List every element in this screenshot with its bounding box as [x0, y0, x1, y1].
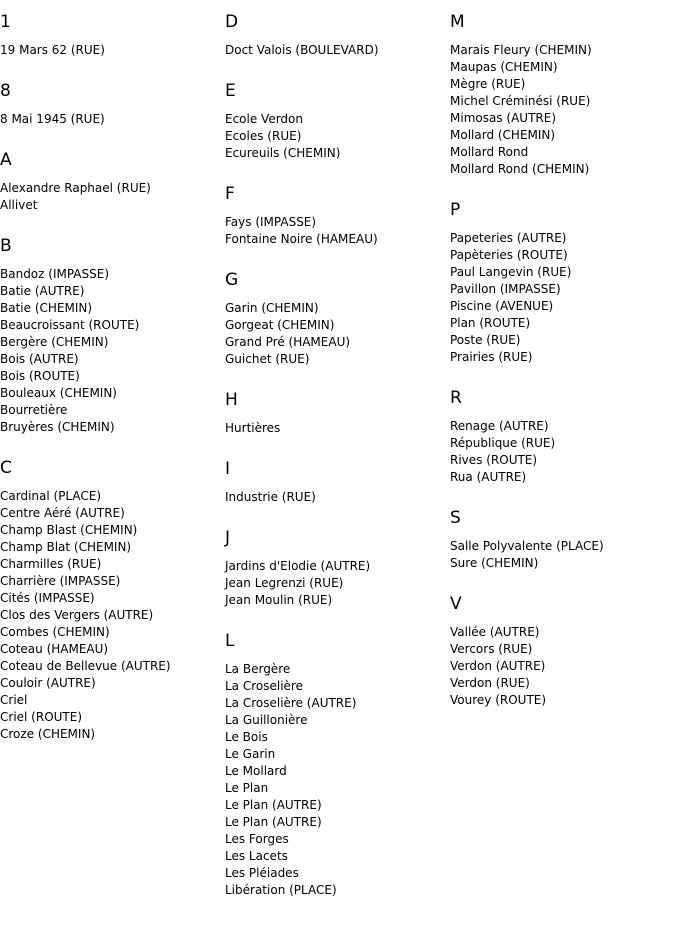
street-name: Michel Créminési (RUE)	[450, 94, 591, 108]
street-name: Libération (PLACE)	[225, 883, 337, 897]
letter-section	[225, 447, 450, 516]
letter-section	[225, 69, 450, 172]
street-name: Bois (ROUTE)	[0, 369, 80, 383]
street-name: Beaucroissant (ROUTE)	[0, 318, 140, 332]
section-letter-heading: A	[0, 150, 12, 170]
section-spacer	[450, 709, 675, 719]
street-name: Sure (CHEMIN)	[450, 556, 539, 570]
street-name: Les Forges	[225, 832, 289, 846]
street-name: Le Garin	[225, 747, 276, 761]
letter-section	[225, 0, 450, 69]
street-name: Batie (AUTRE)	[0, 284, 85, 298]
section-spacer	[225, 437, 450, 447]
street-name: Bergère (CHEMIN)	[0, 335, 109, 349]
street-name: Criel (ROUTE)	[0, 710, 83, 724]
street-name: Plan (ROUTE)	[450, 316, 531, 330]
street-name: Les Lacets	[225, 849, 288, 863]
street-name: Criel	[0, 693, 28, 707]
section-spacer	[450, 366, 675, 376]
letter-section	[225, 258, 450, 378]
street-name: Coteau de Bellevue (AUTRE)	[0, 659, 171, 673]
section-letter-heading: B	[0, 236, 12, 256]
section-spacer	[0, 59, 225, 69]
street-name: Batie (CHEMIN)	[0, 301, 93, 315]
section-letter-heading: R	[450, 388, 462, 408]
street-name: Le Plan (AUTRE)	[225, 798, 322, 812]
letter-section	[225, 619, 450, 909]
street-name: Verdon (RUE)	[450, 676, 530, 690]
street-name: La Bergère	[225, 662, 291, 676]
street-name: Champ Blat (CHEMIN)	[0, 540, 132, 554]
street-name: Charmilles (RUE)	[0, 557, 102, 571]
section-spacer	[450, 572, 675, 582]
street-name: Mègre (RUE)	[450, 77, 526, 91]
street-name: Fontaine Noire (HAMEAU)	[225, 232, 378, 246]
street-name: Jean Moulin (RUE)	[225, 593, 333, 607]
street-name: Pavillon (IMPASSE)	[450, 282, 561, 296]
street-name: Mimosas (AUTRE)	[450, 111, 556, 125]
letter-section	[0, 0, 225, 69]
street-name: Ecoles (RUE)	[225, 129, 302, 143]
street-name: Bruyères (CHEMIN)	[0, 420, 115, 434]
street-name: Industrie (RUE)	[225, 490, 316, 504]
street-name: 19 Mars 62 (RUE)	[0, 43, 105, 57]
section-letter-heading: 1	[0, 12, 11, 32]
street-name: Charrière (IMPASSE)	[0, 574, 121, 588]
street-name: Les Pléiades	[225, 866, 299, 880]
street-index-column-1	[0, 0, 225, 753]
street-name: Doct Valois (BOULEVARD)	[225, 43, 379, 57]
section-letter-heading: D	[225, 12, 239, 32]
section-letter-heading: J	[225, 528, 231, 548]
street-name: Vourey (ROUTE)	[450, 693, 547, 707]
street-name: Le Plan	[225, 781, 269, 795]
street-name: Bois (AUTRE)	[0, 352, 79, 366]
street-name: Gorgeat (CHEMIN)	[225, 318, 335, 332]
street-name: Hurtières	[225, 421, 281, 435]
section-spacer	[225, 368, 450, 378]
street-index-column-2	[225, 0, 450, 909]
section-spacer	[0, 436, 225, 446]
street-name: Marais Fleury (CHEMIN)	[450, 43, 592, 57]
street-name: Centre Aéré (AUTRE)	[0, 506, 125, 520]
street-name: Rua (AUTRE)	[450, 470, 527, 484]
street-name: Combes (CHEMIN)	[0, 625, 110, 639]
street-name: La Croselière (AUTRE)	[225, 696, 357, 710]
street-name: Ecureuils (CHEMIN)	[225, 146, 341, 160]
street-name: Mollard Rond	[450, 145, 529, 159]
street-name: Vercors (RUE)	[450, 642, 533, 656]
section-letter-heading: C	[0, 458, 12, 478]
street-name: La Croselière	[225, 679, 303, 693]
letter-section	[0, 224, 225, 446]
letter-section	[0, 138, 225, 224]
street-name: Clos des Vergers (AUTRE)	[0, 608, 154, 622]
section-letter-heading: L	[225, 631, 235, 651]
street-name: Bouleaux (CHEMIN)	[0, 386, 117, 400]
letter-section	[0, 446, 225, 753]
section-spacer	[225, 162, 450, 172]
street-name: Le Mollard	[225, 764, 287, 778]
letter-section	[450, 376, 675, 496]
street-name: Fays (IMPASSE)	[225, 215, 317, 229]
section-letter-heading: I	[225, 459, 231, 479]
street-name: Ecole Verdon	[225, 112, 303, 126]
letter-section	[450, 188, 675, 376]
street-name: Bandoz (IMPASSE)	[0, 267, 110, 281]
section-letter-heading: P	[450, 200, 461, 220]
street-name: Papeteries (AUTRE)	[450, 231, 567, 245]
street-name: Mollard Rond (CHEMIN)	[450, 162, 590, 176]
section-letter-heading: M	[450, 12, 465, 32]
section-letter-heading: H	[225, 390, 238, 410]
street-name: Salle Polyvalente (PLACE)	[450, 539, 604, 553]
street-name: Le Bois	[225, 730, 268, 744]
street-name: Allivet	[0, 198, 38, 212]
street-name: Cardinal (PLACE)	[0, 489, 102, 503]
street-name: Jean Legrenzi (RUE)	[225, 576, 344, 590]
section-spacer	[0, 128, 225, 138]
street-name: Piscine (AVENUE)	[450, 299, 554, 313]
section-spacer	[450, 178, 675, 188]
section-letter-heading: V	[450, 594, 462, 614]
street-name: Coteau (HAMEAU)	[0, 642, 109, 656]
street-name: Maupas (CHEMIN)	[450, 60, 558, 74]
letter-section	[225, 378, 450, 447]
street-name: Grand Pré (HAMEAU)	[225, 335, 351, 349]
section-spacer	[450, 486, 675, 496]
street-index-column-3	[450, 0, 675, 719]
street-name: République (RUE)	[450, 436, 556, 450]
section-spacer	[0, 743, 225, 753]
street-name: Croze (CHEMIN)	[0, 727, 96, 741]
street-name: 8 Mai 1945 (RUE)	[0, 112, 105, 126]
street-name: Paul Langevin (RUE)	[450, 265, 572, 279]
street-name: Le Plan (AUTRE)	[225, 815, 322, 829]
section-spacer	[225, 59, 450, 69]
street-name: Mollard (CHEMIN)	[450, 128, 556, 142]
section-spacer	[225, 899, 450, 909]
letter-section	[0, 69, 225, 138]
section-spacer	[225, 248, 450, 258]
section-letter-heading: E	[225, 81, 236, 101]
letter-section	[450, 582, 675, 719]
section-letter-heading: G	[225, 270, 239, 290]
street-name: Renage (AUTRE)	[450, 419, 549, 433]
section-spacer	[225, 506, 450, 516]
street-name: Jardins d'Elodie (AUTRE)	[225, 559, 371, 573]
street-name: Champ Blast (CHEMIN)	[0, 523, 138, 537]
letter-section	[450, 0, 675, 188]
street-name: Garin (CHEMIN)	[225, 301, 319, 315]
street-name: Vallée (AUTRE)	[450, 625, 540, 639]
section-letter-heading: F	[225, 184, 235, 204]
street-name: La Guillonière	[225, 713, 308, 727]
letter-section	[225, 516, 450, 619]
street-name: Couloir (AUTRE)	[0, 676, 96, 690]
street-name: Poste (RUE)	[450, 333, 521, 347]
street-name: Cités (IMPASSE)	[0, 591, 95, 605]
street-name: Papèteries (ROUTE)	[450, 248, 568, 262]
section-letter-heading: S	[450, 508, 461, 528]
street-name: Guichet (RUE)	[225, 352, 310, 366]
street-name: Rives (ROUTE)	[450, 453, 538, 467]
street-name: Prairies (RUE)	[450, 350, 533, 364]
section-spacer	[225, 609, 450, 619]
street-name: Alexandre Raphael (RUE)	[0, 181, 151, 195]
street-name: Verdon (AUTRE)	[450, 659, 546, 673]
street-name: Bourretière	[0, 403, 68, 417]
section-letter-heading: 8	[0, 81, 11, 101]
letter-section	[450, 496, 675, 582]
section-spacer	[0, 214, 225, 224]
letter-section	[225, 172, 450, 258]
